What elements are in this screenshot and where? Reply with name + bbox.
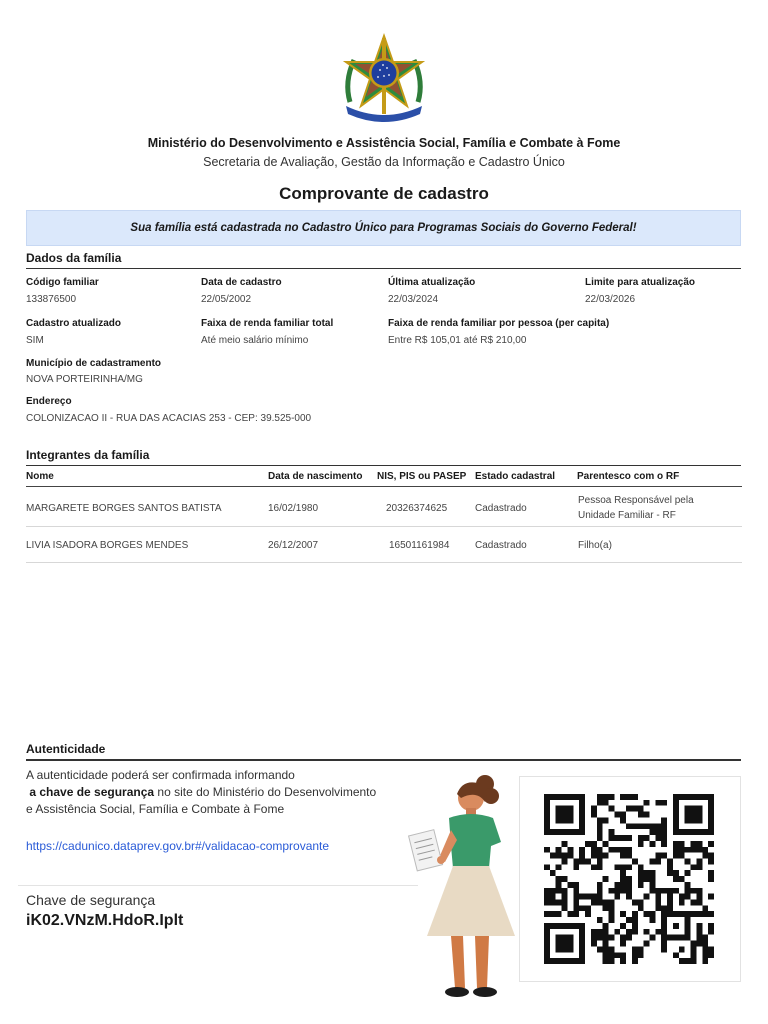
woman-holding-document-icon [405,770,525,1002]
row-divider [26,562,742,563]
page-title: Comprovante de cadastro [279,184,489,203]
row-parentesco-line1: Pessoa Responsável pela [578,495,694,506]
table-header-divider [26,486,742,487]
brazil-coat-of-arms-icon [338,32,430,124]
renda-per-capita-label: Faixa de renda familiar por pessoa (per capita) [388,318,610,329]
limite-atualizacao-label: Limite para atualização [585,277,696,288]
ultima-atualizacao-label: Última atualização [388,277,476,288]
data-cadastro-label: Data de cadastro [201,277,282,288]
autenticidade-text [26,767,386,818]
data-cadastro-value: 22/05/2002 [201,294,252,305]
renda-total-value: Até meio salário mínimo [201,335,309,346]
autenticidade-text-1: A autenticidade poderá ser confirmada informando [26,768,295,782]
qr-code-icon [540,794,718,964]
autenticidade-text-bold: a chave de segurança [29,785,155,799]
ministry-name: Ministério do Desenvolvimento e Assistência Social, Família e Combate à Fome [147,136,621,150]
row-parentesco-line2: Unidade Familiar - RF [578,510,676,521]
status-banner [26,210,741,246]
row-divider [26,526,742,527]
chave-seguranca-label: Chave de segurança [26,892,156,908]
col-header-nascimento: Data de nascimento [268,471,363,482]
status-banner-text: Sua família está cadastrada no Cadastro Único para Programas Sociais do Governo Federal! [130,222,637,234]
municipio-label: Município de cadastramento [26,358,162,369]
section-title-autenticidade: Autenticidade [26,742,741,761]
validacao-link[interactable]: https://cadunico.dataprev.gov.br#/validacao-comprovante [26,839,330,853]
row-estado: Cadastrado [475,503,527,514]
row-estado: Cadastrado [475,540,527,551]
row-nascimento: 26/12/2007 [268,540,319,551]
row-nome: MARGARETE BORGES SANTOS BATISTA [26,503,222,514]
endereco-value: COLONIZACAO II - RUA DAS ACACIAS 253 - CEP: 39.525-000 [26,413,312,424]
row-nis: 16501161984 [389,540,450,551]
cadastro-atualizado-label: Cadastro atualizado [26,318,122,329]
row-nis: 20326374625 [386,503,448,514]
row-parentesco-line1: Filho(a) [578,540,612,551]
codigo-familiar-value: 133876500 [26,294,77,305]
row-nascimento: 16/02/1980 [268,503,319,514]
col-header-nis: NIS, PIS ou PASEP [377,471,467,482]
renda-total-label: Faixa de renda familiar total [201,318,334,329]
col-header-parentesco: Parentesco com o RF [577,471,680,482]
cadastro-atualizado-value: SIM [26,335,44,346]
col-header-estado: Estado cadastral [475,471,556,482]
renda-per-capita-value: Entre R$ 105,01 até R$ 210,00 [388,335,527,346]
endereco-label: Endereço [26,396,72,407]
section-title-dados-familia: Dados da família [26,251,741,269]
row-nome: LIVIA ISADORA BORGES MENDES [26,540,189,551]
codigo-familiar-label: Código familiar [26,277,99,288]
chave-divider [18,885,418,886]
col-header-nome: Nome [26,471,54,482]
autenticidade-text-2: no site do Ministério do Desenvolvimento e Assistência Social, Família e Combate à Fome [26,785,377,816]
section-title-integrantes: Integrantes da família [26,448,741,466]
ultima-atualizacao-value: 22/03/2024 [388,294,439,305]
chave-seguranca-value: iK02.VNzM.HdoR.Iplt [26,912,184,929]
municipio-value: NOVA PORTEIRINHA/MG [26,374,143,385]
secretaria-name: Secretaria de Avaliação, Gestão da Informação e Cadastro Único [203,155,565,169]
limite-atualizacao-value: 22/03/2026 [585,294,636,305]
